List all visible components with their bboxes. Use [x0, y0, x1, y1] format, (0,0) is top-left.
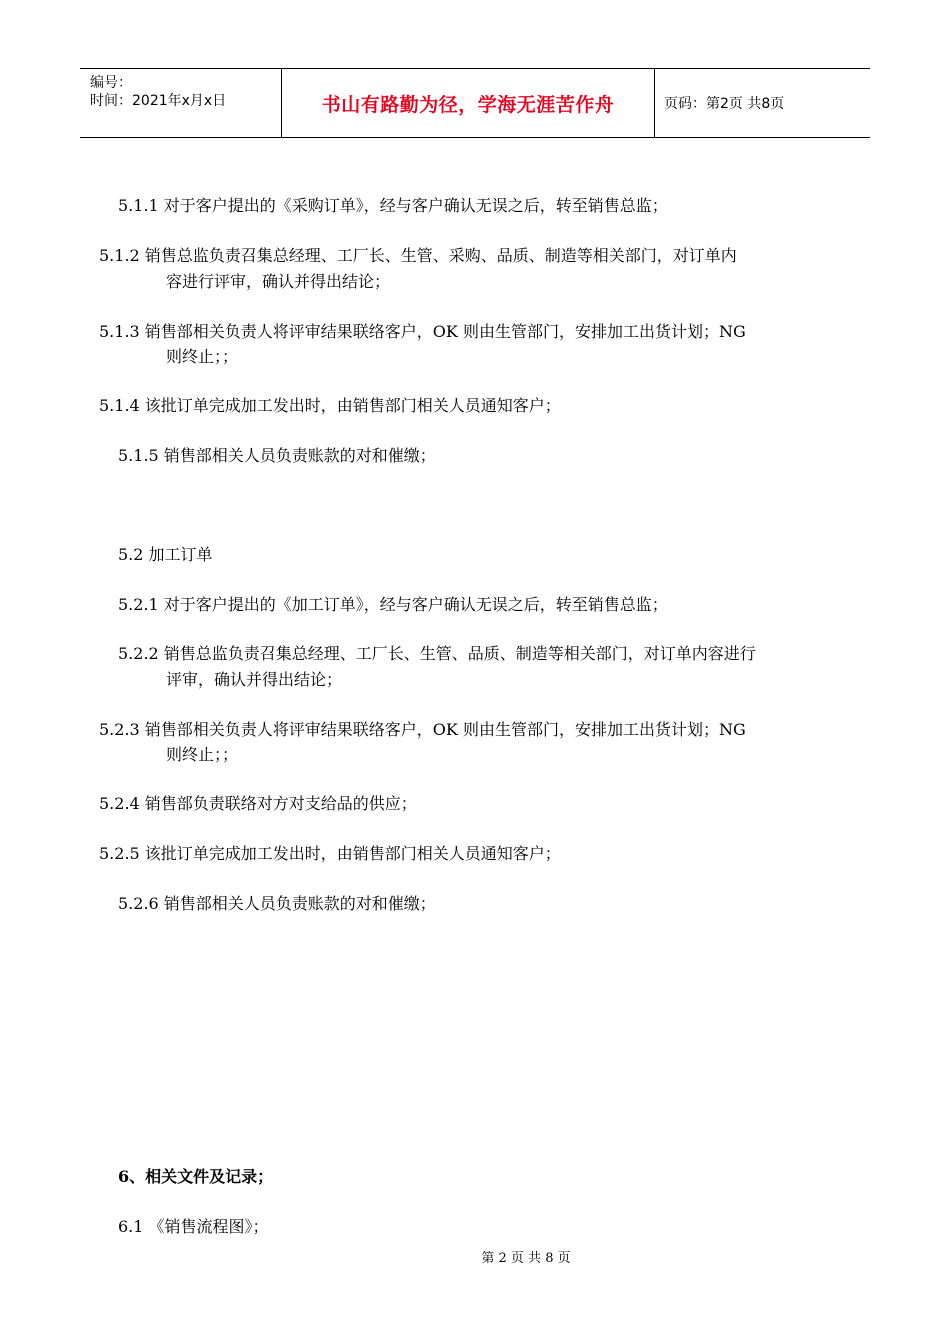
- document-date: 时间：2021年x月x日: [90, 93, 227, 109]
- paragraph-5-1-3: 5.1.3 销售部相关负责人将评审结果联络客户，OK 则由生管部门，安排加工出货计划；NG: [99, 322, 746, 341]
- paragraph-5-2-5: 5.2.5 该批订单完成加工发出时，由销售部门相关人员通知客户；: [99, 844, 561, 863]
- paragraph-5-1-2: 5.1.2 销售总监负责召集总经理、工厂长、生管、采购、品质、制造等相关部门，对订单内: [99, 246, 737, 265]
- paragraph-5-2-3: 5.2.3 销售部相关负责人将评审结果联络客户，OK 则由生管部门，安排加工出货计划；NG: [99, 720, 746, 739]
- section-5-2-heading: 5.2 加工订单: [118, 545, 213, 564]
- paragraph-5-1-1: 5.1.1 对于客户提出的《采购订单》，经与客户确认无误之后，转至销售总监；: [118, 196, 668, 215]
- section-6-heading: 6、相关文件及记录；: [118, 1167, 274, 1186]
- paragraph-5-2-2-cont: 评审，确认并得出结论；: [166, 670, 343, 689]
- paragraph-5-2-6: 5.2.6 销售部相关人员负责账款的对和催缴；: [118, 894, 436, 913]
- paragraph-5-1-2-cont: 容进行评审，确认并得出结论；: [166, 272, 391, 291]
- header-page-number: 页码：第2页 共8页: [664, 96, 785, 112]
- paragraph-5-1-5: 5.1.5 销售部相关人员负责账款的对和催缴；: [118, 446, 436, 465]
- paragraph-5-2-1: 5.2.1 对于客户提出的《加工订单》，经与客户确认无误之后，转至销售总监；: [118, 595, 668, 614]
- paragraph-5-2-3-cont: 则终止；；: [166, 745, 239, 764]
- header-page-cell: [655, 69, 870, 137]
- paragraph-5-2-4: 5.2.4 销售部负责联络对方对支给品的供应；: [99, 794, 417, 813]
- paragraph-5-2-2: 5.2.2 销售总监负责召集总经理、工厂长、生管、品质、制造等相关部门，对订单内容进行: [118, 644, 756, 663]
- document-header: [80, 68, 870, 138]
- paragraph-6-1: 6.1 《销售流程图》；: [118, 1217, 269, 1236]
- paragraph-5-1-3-cont: 则终止；；: [166, 347, 239, 366]
- header-left-cell: [80, 69, 282, 137]
- header-motto-cell: [282, 69, 655, 137]
- header-motto: 书山有路勤为径，学海无涯苦作舟: [321, 93, 615, 116]
- document-number: 编号：: [90, 75, 132, 91]
- paragraph-5-1-4: 5.1.4 该批订单完成加工发出时，由销售部门相关人员通知客户；: [99, 396, 561, 415]
- page-footer: 第 2 页 共 8 页: [481, 1251, 571, 1266]
